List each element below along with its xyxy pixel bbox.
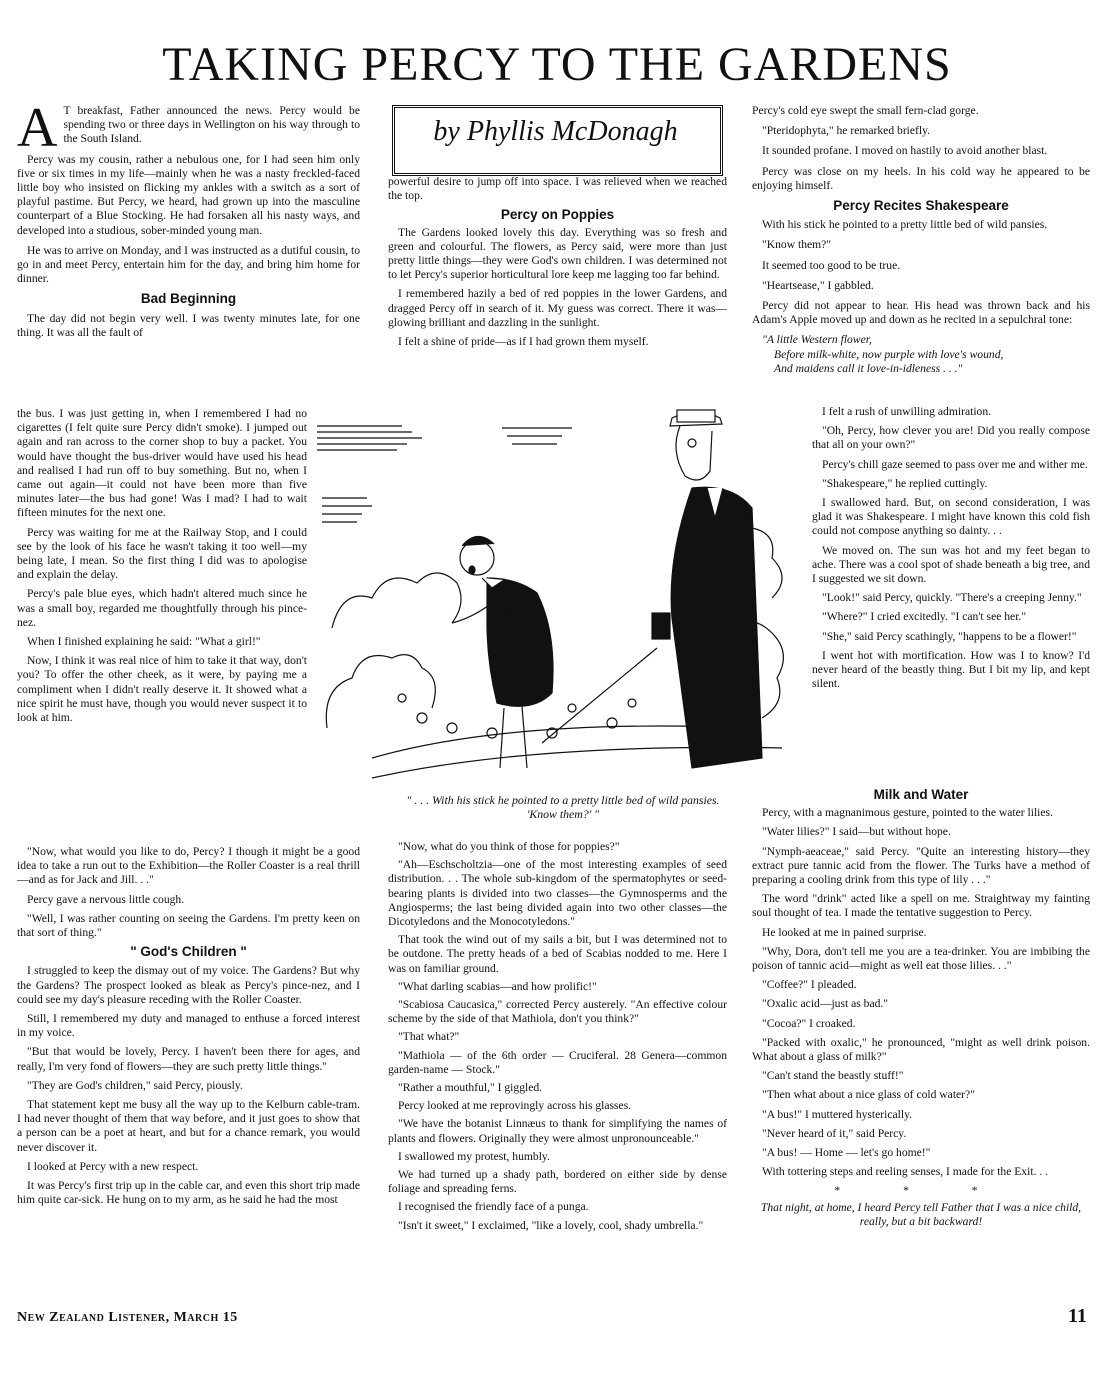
paragraph: With his stick he pointed to a pretty little bed of wild pansies. xyxy=(762,218,1048,232)
section-heading: Percy Recites Shakespeare xyxy=(833,198,1009,214)
paragraph: He was to arrive on Monday, and I was instructed as a dutiful cousin, to go in and meet Percy, entertain him for the day, and bring him home for dinner. xyxy=(17,243,360,286)
paragraph: "A bus! — Home — let's go home!" xyxy=(762,1146,931,1160)
paragraph: Percy gave a nervous little cough. xyxy=(27,892,185,906)
paragraph: We had turned up a shady path, bordered on either side by dense foliage and spreading ferns. xyxy=(388,1168,727,1196)
paragraph: Percy's chill gaze seemed to pass over me and wither me. xyxy=(822,457,1088,471)
paragraph: That took the wind out of my sails a bit, but I was determined not to be outdone. The pretty heads of a bed of Scabias nodded to me. Here I was on familiar ground. xyxy=(388,933,727,975)
paragraph: When I finished explaining he said: "What a girl!" xyxy=(27,635,261,649)
drop-cap: A xyxy=(17,97,58,159)
paragraph: That statement kept me busy all the way up to the Kelburn cable-tram. I had never thought of them that way before, and it just goes to show that a person can be a poet at heart, and but for a chance remark, you would never discover it. xyxy=(17,1098,360,1154)
paragraph: It seemed too good to be true. xyxy=(762,258,901,272)
illustration-caption xyxy=(318,793,808,821)
paragraph: "They are God's children," said Percy, piously. xyxy=(27,1078,243,1092)
paragraph: He looked at me in pained surprise. xyxy=(762,925,927,939)
paragraph: powerful desire to jump off into space. I was relieved when we reached the top. xyxy=(388,175,727,203)
paragraph: Percy's cold eye swept the small fern-clad gorge. xyxy=(752,104,979,117)
paragraph: "Well, I was rather counting on seeing the Gardens. I'm pretty keen on that sort of thing." xyxy=(17,911,360,940)
paragraph: "Oh, Percy, how clever you are! Did you really compose that all on your own?" xyxy=(812,424,1090,452)
paragraph: Percy was close on my heels. In his cold way he appeared to be enjoying himself. xyxy=(752,164,1090,192)
man-figure xyxy=(542,410,762,768)
paragraph: "Water lilies?" I said—but without hope. xyxy=(762,825,951,839)
paragraph: "Look!" said Percy, quickly. "There's a creeping Jenny." xyxy=(822,591,1082,605)
paragraph: "A bus!" I muttered hysterically. xyxy=(762,1107,913,1121)
paragraph: "Never heard of it," said Percy. xyxy=(762,1126,907,1140)
paragraph: the bus. I was just getting in, when I remembered I had no cigarettes (I felt quite sure Percy didn't smoke). I jumped out again and ran across to the corner shop to buy a packet. You would have thought the bus-driver would have used his head and realised I had run off to buy something. But no, when I came out again—it could not have been more than five minutes later—the bus had gone! Was I mad? I had to wait fifteen minutes for the next one. xyxy=(17,407,307,520)
paragraph: I struggled to keep the dismay out of my voice. The Gardens? But why the Gardens? The prospect looked as bleak as Percy's pince-nez, and I could see my day's pleasure receding with the Roller Coaster. xyxy=(17,964,360,1006)
caption-line: 'Know them?' " xyxy=(526,807,600,821)
paragraph: "Where?" I cried excitedly. "I can't see her." xyxy=(822,610,1027,624)
paragraph: I remembered hazily a bed of red poppies in the lower Gardens, and dragged Percy off in search of it. My guess was correct. There it was—glowing brilliant and dazzling in the sunlight. xyxy=(388,287,727,329)
poem-quote xyxy=(762,333,1090,376)
paragraph: Percy did not appear to hear. His head was thrown back and his Adam's Apple moved up and down as he recited in a sepulchral tone: xyxy=(752,299,1090,327)
paragraph: Percy, with a magnanimous gesture, pointed to the water lilies. xyxy=(762,806,1053,820)
paragraph: "What darling scabias—and how prolific!" xyxy=(398,979,597,993)
paragraph: With tottering steps and reeling senses, I made for the Exit. . . xyxy=(762,1165,1049,1179)
column-1-bottom xyxy=(17,845,360,1212)
poem-line: Before milk-white, now purple with love's wound, xyxy=(774,347,1004,361)
paragraph: The Gardens looked lovely this day. Everything was so fresh and green and colourful. The flowers, as Percy said, were more than just pretty little things—they were God's own children. I was determined not to let Percy's superior horticultural lore keep me lagging too far behind. xyxy=(388,225,727,282)
section-break: * * * xyxy=(834,1184,1008,1198)
paragraph: "Scabiosa Caucasica," corrected Percy austerely. "An effective colour scheme by the side of that Mathiola, don't you think?" xyxy=(388,998,727,1026)
paragraph: I recognised the friendly face of a punga. xyxy=(398,1200,589,1214)
column-2-bottom xyxy=(388,840,727,1237)
paragraph: "Ah—Eschscholtzia—one of the most interesting examples of seed distribution. . . The whole sub-kingdom of the spermatophytes or seed-bearing plants is divided into two classes—the Gymnosperms and the Angiosperms; the last being divided again into two other classes—the Dicotyledons and the Monocotyledons." xyxy=(388,858,727,929)
paragraph: Now, I think it was real nice of him to take it that way, don't you? To offer the other cheek, as it were, by paying me a compliment when I didn't really deserve it. It showed what a nice spirit he must have, though you would never suspect it to look at him. xyxy=(17,654,307,725)
paragraph: "Packed with oxalic," he pronounced, "might as well drink poison. What about a glass of milk?" xyxy=(752,1035,1090,1064)
paragraph: "She," said Percy scathingly, "happens to be a flower!" xyxy=(822,629,1077,643)
publication-footer: New Zealand Listener, March 15 xyxy=(17,1310,238,1325)
column-1 xyxy=(17,97,360,346)
section-heading: Bad Beginning xyxy=(140,291,237,307)
paragraph: I swallowed hard. But, on second consideration, I was glad it was Shakespeare. I might have known this cold fish could not compose anything so dainty. . . xyxy=(812,496,1090,538)
column-2-top xyxy=(388,175,727,354)
paragraph: "Pteridophyta," he remarked briefly. xyxy=(762,124,931,138)
column-3-top xyxy=(752,104,1090,381)
illustration xyxy=(312,398,807,793)
paragraph: I felt a rush of unwilling admiration. xyxy=(822,405,992,418)
poem-line: "A little Western flower, xyxy=(762,333,872,347)
column-3-middle xyxy=(812,405,1090,696)
paragraph: A T breakfast, Father announced the news. Percy would be spending two or three days in Wellington on his way through to the South Island. xyxy=(17,97,360,159)
paragraph: Percy was my cousin, rather a nebulous one, for I had seen him only five or six times in my life—mainly when he was a nasty freckled-faced little boy who insisted on flicking my ankles with a switch as a sort of playful pastime. But Percy, we heard, had grown up into the masculine counterpart of a Blue Stocking. He had forsaken all his nasty ways, and developed into a studious, sober-minded young man. xyxy=(17,152,360,237)
paragraph: I swallowed my protest, humbly. xyxy=(398,1149,550,1163)
woman-figure xyxy=(452,536,553,768)
section-heading: " God's Children " xyxy=(130,944,247,960)
caption-line: " . . . With his stick he pointed to a pretty little bed of wild pansies. xyxy=(406,793,720,807)
paragraph: "Cocoa?" I croaked. xyxy=(762,1016,856,1030)
paragraph: "Heartsease," I gabbled. xyxy=(762,278,874,292)
paragraph: "Isn't it sweet," I exclaimed, "like a lovely, cool, shady umbrella." xyxy=(398,1218,704,1232)
paragraph: "Now, what do you think of those for poppies?" xyxy=(398,840,620,853)
paragraph: I felt a shine of pride—as if I had grown them myself. xyxy=(398,335,649,349)
paragraph: "Rather a mouthful," I giggled. xyxy=(398,1081,543,1095)
paragraph: "Shakespeare," he replied cuttingly. xyxy=(822,476,988,490)
paragraph: "We have the botanist Linnæus to thank for simplifying the names of plants and flowers. Originally they were almost unpronounceable." xyxy=(388,1117,727,1145)
poem-line: And maidens call it love-in-idleness . . ." xyxy=(774,361,963,375)
section-heading: Milk and Water xyxy=(873,787,969,802)
paragraph: I looked at Percy with a new respect. xyxy=(27,1159,199,1173)
column-3-bottom xyxy=(752,788,1090,1234)
paragraph: Percy looked at me reprovingly across his glasses. xyxy=(398,1099,632,1113)
paragraph: It sounded profane. I moved on hastily to avoid another blast. xyxy=(762,144,1048,158)
paragraph: We moved on. The sun was hot and my feet began to ache. There was a cool spot of shade beneath a big tree, and I suggested we sit down. xyxy=(812,543,1090,586)
bush xyxy=(332,573,461,628)
paragraph: "Mathiola — of the 6th order — Cruciferal. 28 Genera—common garden-name — Stock." xyxy=(388,1048,727,1076)
bush xyxy=(326,655,435,728)
speed-lines xyxy=(317,426,572,522)
page-number: 11 xyxy=(1068,1305,1087,1327)
paragraph: Still, I remembered my duty and managed to enthuse a forced interest in my voice. xyxy=(17,1012,360,1040)
paragraph: It was Percy's first trip up in the cable car, and even this short trip made him quite car-sick. He hung on to my arm, as he said he had the most xyxy=(17,1179,360,1207)
paragraph: The word "drink" acted like a spell on me. Straightway my fainting soul thought of tea. I made the tentative suggestion to Percy. xyxy=(752,892,1090,920)
column-1-middle xyxy=(17,407,307,730)
paragraph: I went hot with mortification. How was I to know? I'd never heard of the beastly thing. But I bit my lip, and kept silent. xyxy=(812,648,1090,691)
paragraph: "Can't stand the beastly stuff!" xyxy=(762,1069,904,1083)
paragraph: "Oxalic acid—just as bad." xyxy=(762,997,889,1011)
byline: by Phyllis McDonagh xyxy=(433,116,678,147)
article-title: TAKING PERCY TO THE GARDENS xyxy=(162,38,952,91)
paragraph: "That what?" xyxy=(398,1030,460,1044)
paragraph: "Now, what would you like to do, Percy? I though it might be a good idea to take a run out to the Exhibition—the Roller Coaster is a real thrill—and as for Jack and Jill. . ." xyxy=(17,845,360,887)
paragraph: Percy's pale blue eyes, which hadn't altered much since he was a small boy, regarded me thoughtfully through his pince-nez. xyxy=(17,587,307,629)
paragraph: "Then what about a nice glass of cold water?" xyxy=(762,1088,975,1102)
paragraph: The day did not begin very well. I was twenty minutes late, for one thing. It was all the fault of xyxy=(17,311,360,339)
paragraph: Percy was waiting for me at the Railway Stop, and I could see by the look of his face he wasn't taking it too well—my being late, I mean. So the first thing I did was to apologise and explain the delay. xyxy=(17,525,307,582)
closing-paragraph: That night, at home, I heard Percy tell Father that I was a nice child, really, but a bit backward! xyxy=(760,1200,1082,1228)
paragraph: "But that would be lovely, Percy. I haven't been there for ages, and really, I'm very fond of flowers—they are such pretty little things." xyxy=(17,1045,360,1073)
section-heading: Percy on Poppies xyxy=(500,207,615,223)
paragraph: "Know them?" xyxy=(762,238,832,252)
paragraph: "Coffee?" I pleaded. xyxy=(762,978,857,992)
paragraph: "Nymph-aeaceae," said Percy. "Quite an interesting history—they extract pure tannic acid from the flower. The Turks have a method of preparing a cooling drink from this type of lily . . ." xyxy=(752,844,1090,887)
paragraph: "Why, Dora, don't tell me you are a tea-drinker. You are imbibing the poison of tannic acid—might as well eat those lilies. . ." xyxy=(752,944,1090,973)
